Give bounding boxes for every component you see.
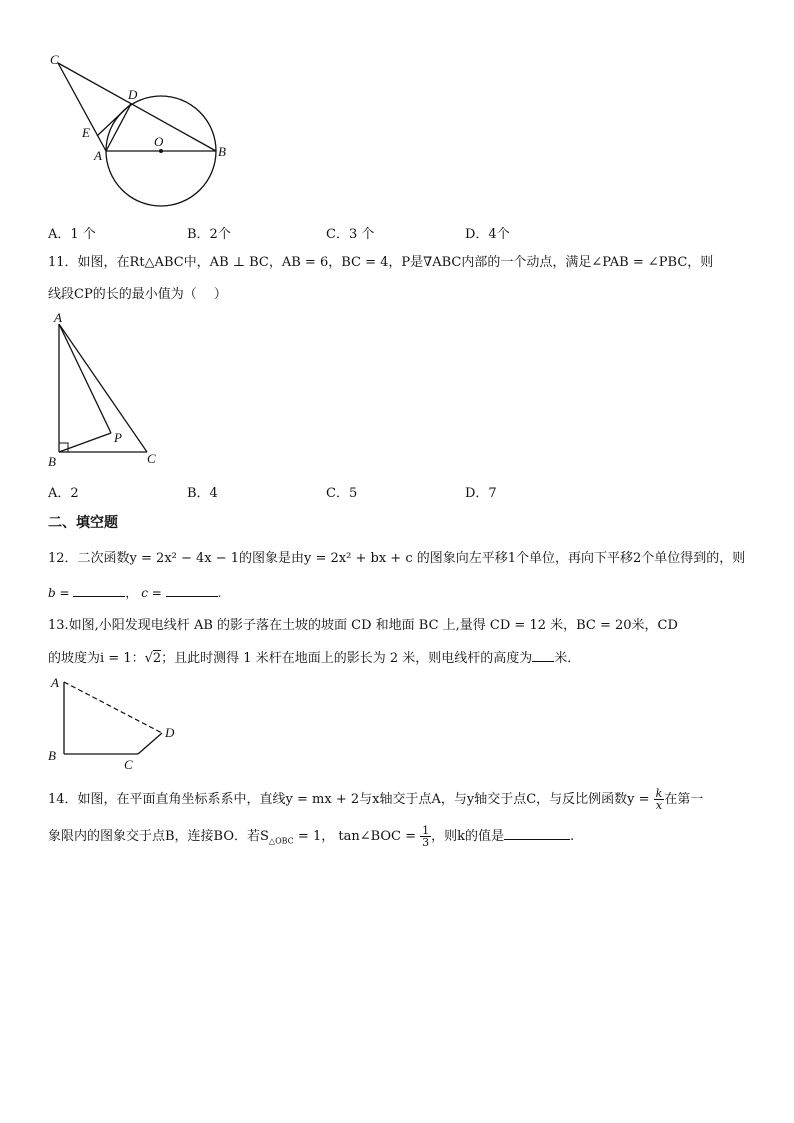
q13-stem-line2 bbox=[48, 649, 580, 668]
q11-label-b: B bbox=[48, 454, 56, 469]
q11-label-c: C bbox=[147, 451, 156, 466]
q14-area-subscript: △OBC bbox=[268, 836, 294, 846]
q13-unit-text: 米． bbox=[554, 651, 581, 666]
q14-text-e: ，则k的值是 bbox=[431, 829, 505, 844]
q12-c-blank[interactable] bbox=[166, 584, 218, 597]
q11-option-b: B．4 bbox=[187, 486, 218, 501]
q13-shadow-ray bbox=[64, 682, 162, 733]
q10-figure bbox=[44, 50, 244, 210]
q10-option-c: C．3 个 bbox=[326, 227, 375, 242]
q11-stem-line1: 11．如图，在Rt△ABC中，AB ⊥ BC，AB = 6，BC = 4，P是∇ABC内部的一个动点，满足∠PAB = ∠PBC，则 bbox=[48, 255, 714, 270]
q10-label-c: C bbox=[50, 52, 59, 67]
q10-option-b: B．2个 bbox=[187, 227, 231, 242]
q12-stem-line1: 12．二次函数y = 2x² − 4x − 1的图象是由y = 2x² + bx + c 的图象向左平移1个单位，再向下平移2个单位得到的，则 bbox=[48, 551, 746, 566]
q13-label-b: B bbox=[48, 748, 56, 763]
q10-center-dot bbox=[159, 149, 163, 153]
q11-option-a: A．2 bbox=[48, 486, 79, 501]
q13-sqrt-value: 2 bbox=[152, 651, 162, 666]
q12-b-label: b = bbox=[48, 586, 70, 600]
q10-label-b: B bbox=[218, 144, 226, 159]
q14-text-c: 象限内的图象交于点B，连接BO．若S bbox=[48, 829, 269, 844]
q13-stem-line1: 13.如图,小阳发现电线杆 AB 的影子落在土坡的坡面 CD 和地面 BC 上,量得 CD = 12 米，BC = 20米，CD bbox=[48, 618, 678, 633]
section-title-fill-blank: 二、填空题 bbox=[48, 515, 118, 531]
q12-c-label: c = bbox=[141, 586, 162, 600]
q10-label-d: D bbox=[128, 87, 138, 102]
q14-fraction-k-over-x: $\frac{k}{x}$ bbox=[655, 787, 663, 812]
q11-label-a: A bbox=[54, 310, 62, 325]
q11-figure bbox=[44, 310, 174, 470]
q11-option-d: D．7 bbox=[465, 486, 497, 501]
q12-b-blank[interactable] bbox=[73, 584, 125, 597]
q10-option-a: A．1 个 bbox=[48, 227, 96, 242]
q13-label-c: C bbox=[124, 757, 133, 772]
q11-segment-ap bbox=[59, 324, 111, 433]
q10-segment-ad bbox=[106, 104, 131, 151]
q12-end: . bbox=[217, 586, 222, 600]
q13-slope-cd bbox=[138, 733, 162, 754]
q11-stem-line2: 线段CP的长的最小值为（ ） bbox=[48, 287, 227, 302]
q13-figure bbox=[44, 672, 194, 777]
q14-text-d: = 1， tan∠BOC = bbox=[297, 829, 417, 844]
q10-label-a: A bbox=[94, 148, 102, 163]
q10-option-d: D．4个 bbox=[465, 227, 510, 242]
q14-text-b: 在第一 bbox=[664, 792, 704, 807]
q14-text-a: 14．如图，在平面直角坐标系系中，直线y = mx + 2与x轴交于点A，与y轴交于点C，与反比例函数y = bbox=[48, 792, 650, 807]
q11-label-p: P bbox=[114, 430, 122, 445]
q14-stem-line1 bbox=[48, 788, 703, 811]
q13-sqrt-symbol: √ bbox=[144, 651, 153, 666]
q13-label-a: A bbox=[51, 675, 59, 690]
q14-fraction-one-third: $\frac{1}{3}$ bbox=[422, 824, 430, 849]
q13-measure-text: ；且此时测得 1 米杆在地面上的影长为 2 米，则电线杆的高度为 bbox=[161, 651, 533, 666]
q13-slope-text: 的坡度为i = 1： bbox=[48, 651, 145, 666]
q14-end: . bbox=[570, 829, 575, 844]
q10-label-o: O bbox=[154, 134, 164, 149]
q14-stem-line2 bbox=[48, 825, 574, 853]
q11-segment-ac bbox=[59, 324, 147, 452]
q12-answer-line: b = ， c = . bbox=[48, 586, 222, 600]
q14-k-blank[interactable] bbox=[504, 827, 570, 840]
q13-height-blank[interactable] bbox=[532, 649, 554, 662]
q10-segment-ed bbox=[97, 104, 131, 136]
q11-option-c: C．5 bbox=[326, 486, 358, 501]
q10-label-e: E bbox=[82, 125, 90, 140]
q13-label-d: D bbox=[165, 725, 175, 740]
